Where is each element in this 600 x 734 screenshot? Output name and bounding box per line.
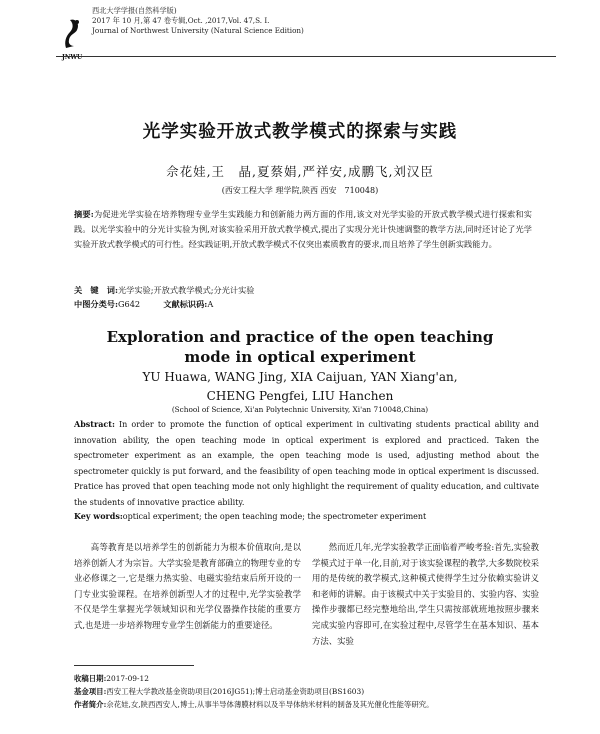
en-abstract	[74, 417, 539, 510]
received-date: 2017-09-12	[106, 674, 149, 683]
en-keywords	[74, 509, 539, 524]
cn-title: 光学实验开放式教学模式的探索与实践	[142, 122, 458, 142]
journal-logo	[60, 16, 90, 61]
cn-class-value: G642	[117, 299, 141, 309]
en-abstract-text: In order to promote the function of optical experiment in cultivating students practical ability and innovation ability, the open teaching mode in optical experiment is explored and practiced. Taken the spectrometer experiment as an example, the open teaching mode is used, adjusting method about the spectrometer quickly is put forward, and the feasibility of open teaching mode in optical experiment is discussed. Pratice has proved that open teaching mode not only highlight the requirement of quality education, and cultivate the students of innovative practice ability.	[74, 420, 539, 507]
cn-keywords-label: 关 键 词:	[74, 285, 118, 295]
body-right-column: 然而近几年,光学实验教学正面临着严峻考验:首先,实验教学模式过于单一化,目前,对于该实验课程的教学,大多数院校采用的是传统的教学模式,这种模式使得学生过分依赖实验讲义和老师的讲解。由于该模式中关于实验目的、实验内容、实验操作步骤都已经完整地给出,学生只需按部就班地按照步骤来完成实验内容即可,在实验过程中,尽管学生在基本知识、基本方法、实验	[312, 542, 539, 646]
en-keywords-text: optical experiment; the open teaching mode; the spectrometer experiment	[122, 512, 427, 521]
author-label: 作者简介:	[74, 700, 107, 709]
cn-affiliation: (西安工程大学 理学院,陕西 西安 710048)	[221, 186, 379, 195]
en-affiliation: (School of Science, Xi'an Polytechnic University, Xi'an 710048,China)	[171, 405, 429, 414]
en-title	[0, 327, 600, 367]
journal-name-en: Journal of Northwest University (Natural Science Edition)	[92, 26, 304, 35]
received-label: 收稿日期:	[74, 674, 107, 683]
journal-name-cn: 西北大学学报(自然科学版)	[92, 6, 177, 15]
footnote-author	[74, 698, 544, 711]
cn-keywords-text: 光学实验;开放式教学模式;分光计实验	[117, 285, 255, 295]
en-authors-line1: YU Huawa, WANG Jing, XIA Caijuan, YAN Xiang'an,	[142, 370, 458, 384]
cn-keywords	[74, 283, 532, 297]
en-keywords-label: Key words:	[74, 511, 123, 521]
cn-abstract-text: 为促进光学实验在培养物理专业学生实践能力和创新能力两方面的作用,该文对光学实验的开放式教学模式进行探索和实践。以光学实验中的分光计实验为例,对该实验采用开放式教学模式,提出了实现分光计快速调整的教学方法,同时还讨论了光学实验开放式教学模式的可行性。经实践证明,开放式教学模式不仅突出素质教育的要求,而且培养了学生创新实践能力。	[74, 209, 532, 249]
en-title-line1: Exploration and practice of the open teaching	[106, 328, 494, 346]
cn-classification	[74, 297, 532, 311]
en-authors	[0, 368, 600, 406]
fund-label: 基金项目:	[74, 687, 107, 696]
en-abstract-label: Abstract:	[74, 419, 115, 429]
en-authors-line2: CHENG Pengfei, LIU Hanchen	[206, 389, 394, 403]
journal-issue: 2017 年 10 月,第 47 卷专辑,Oct. ,2017,Vol. 47,S. I.	[92, 16, 270, 25]
footnote-received	[74, 672, 544, 685]
logo-text: JNWU	[62, 54, 83, 61]
cn-abstract-label: 摘要:	[74, 209, 94, 219]
cn-doc-label: 文献标识码:	[163, 299, 208, 309]
fund-text: 西安工程大学教改基金资助项目(2016JG51);博士启动基金资助项目(BS1603)	[106, 687, 365, 696]
cn-abstract	[74, 207, 532, 252]
author-bio: 佘花娃,女,陕西西安人,博士,从事半导体薄膜材料以及半导体纳米材料的制备及其光催化性能等研究。	[106, 700, 434, 709]
en-title-line2: mode in optical experiment	[184, 348, 416, 366]
body-left-column: 高等教育是以培养学生的创新能力为根本价值取向,是以培养创新人才为宗旨。大学实验是教育部确立的物理专业的专业必修课之一,它是继力热实验、电磁实验结束后所开设的一门专业实验课程。在培养创新型人才的过程中,光学实验教学不仅是学生掌握光学领域知识和光学仪器操作技能的重要方式,也是进一步培养物理专业学生创新能力的重要途径。	[74, 542, 301, 630]
cn-doc-value: A	[207, 299, 214, 309]
footnotes	[74, 672, 544, 711]
journal-header	[56, 6, 304, 36]
cn-class-label: 中图分类号:	[74, 299, 118, 309]
footnote-divider	[74, 665, 194, 666]
cn-authors: 佘花娃,王 晶,夏蔡娟,严祥安,成鹏飞,刘汉臣	[166, 164, 434, 179]
footnote-fund	[74, 685, 544, 698]
header-divider	[56, 56, 556, 57]
journal-logo-icon	[60, 16, 90, 56]
